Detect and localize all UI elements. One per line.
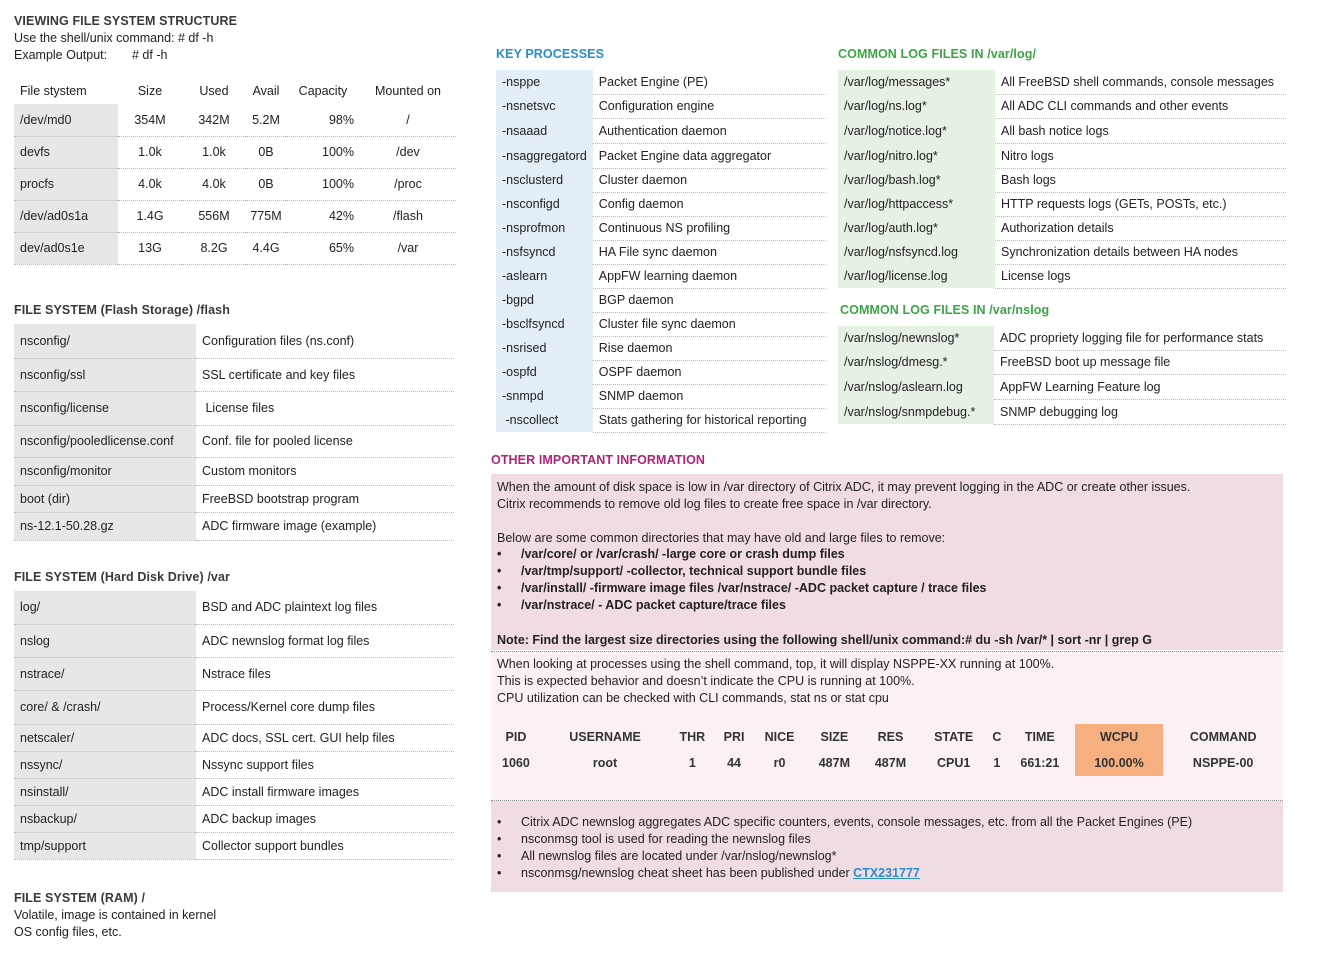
hdd-row	[14, 657, 454, 690]
cleanup-item: • /var/tmp/support/ -collector, technical support bundle files	[491, 563, 986, 580]
flash-desc: SSL certificate and key files	[196, 358, 454, 391]
df-header: Mounted on	[374, 84, 442, 98]
hdd-desc: Process/Kernel core dump files	[196, 690, 454, 724]
cleanup-item: • /var/install/ -firmware image files /var/nstrace/ -ADC packet capture / trace files	[491, 580, 986, 597]
df-header-row	[14, 78, 456, 104]
hdd-path: tmp/support	[14, 832, 196, 859]
top-data-row	[491, 750, 1283, 776]
df-table	[14, 78, 456, 265]
df-row	[14, 104, 456, 136]
hdd-path: nstrace/	[14, 657, 196, 690]
process-name: -nsaggregatord	[496, 143, 593, 168]
process-desc: HA File sync daemon	[593, 240, 826, 264]
log-path: /var/log/ns.log*	[838, 94, 995, 118]
df-cell: 1.0k	[182, 136, 246, 168]
df-cell: /proc	[360, 168, 456, 200]
process-row	[496, 70, 826, 94]
top-para-1: When looking at processes using the shell command, top, it will display NSPPE-XX running at 100%.	[497, 657, 1055, 671]
df-header: File stystem	[20, 84, 87, 98]
flash-desc: FreeBSD bootstrap program	[196, 485, 454, 512]
process-name: -nsrised	[496, 336, 593, 360]
process-name: -snmpd	[496, 384, 593, 408]
process-row	[496, 168, 826, 192]
hdd-desc: Collector support bundles	[196, 832, 454, 859]
process-name: -nsconfigd	[496, 192, 593, 216]
cleanup-item: • /var/nstrace/ - ADC packet capture/trace files	[491, 597, 986, 614]
flash-row	[14, 391, 454, 425]
top-header: PID	[505, 730, 527, 744]
df-cell: 100%	[286, 168, 360, 200]
top-header: PRI	[723, 730, 745, 744]
ram-line-2: OS config files, etc.	[14, 925, 122, 939]
hdd-desc: ADC newnslog format log files	[196, 624, 454, 657]
top-cell: 1	[688, 756, 696, 770]
disk-space-para-3: Below are some common directories that may have old and large files to remove:	[497, 531, 946, 545]
flash-path: nsconfig/	[14, 324, 196, 358]
process-row	[496, 312, 826, 336]
cleanup-list	[491, 546, 986, 614]
example-command: # df -h	[132, 48, 168, 62]
log-desc: Authorization details	[995, 216, 1286, 240]
hdd-path: nsinstall/	[14, 778, 196, 805]
log-row	[838, 94, 1286, 118]
hdd-path: core/ & /crash/	[14, 690, 196, 724]
process-name: -nsclusterd	[496, 168, 593, 192]
top-header-wcpu: WCPU	[1075, 724, 1164, 750]
log-desc: License logs	[995, 264, 1286, 288]
flash-desc: Configuration files (ns.conf)	[196, 324, 454, 358]
nslog-path: /var/nslog/snmpdebug.*	[838, 399, 994, 424]
example-label: Example Output:	[14, 48, 108, 62]
log-desc: Bash logs	[995, 168, 1286, 192]
log-path: /var/log/bash.log*	[838, 168, 995, 192]
hdd-path: netscaler/	[14, 724, 196, 751]
df-cell: 100%	[286, 136, 360, 168]
hdd-desc: ADC install firmware images	[196, 778, 454, 805]
log-row	[838, 70, 1286, 94]
hdd-row	[14, 805, 454, 832]
log-path: /var/log/nsfsyncd.log	[838, 240, 995, 264]
process-row	[496, 408, 826, 432]
process-desc: AppFW learning daemon	[593, 264, 826, 288]
top-output-table	[491, 724, 1283, 776]
ram-title: FILE SYSTEM (RAM) /	[14, 891, 146, 905]
top-header: USERNAME	[569, 730, 641, 744]
viewing-title: VIEWING FILE SYSTEM STRUCTURE	[14, 14, 238, 28]
ctx-link[interactable]: CTX231777	[853, 866, 920, 880]
flash-path: nsconfig/license	[14, 391, 196, 425]
process-name: -bgpd	[496, 288, 593, 312]
df-cell: dev/ad0s1e	[14, 232, 118, 264]
top-header: SIZE	[820, 730, 849, 744]
df-cell: /flash	[360, 200, 456, 232]
top-cell: root	[592, 756, 618, 770]
process-desc: BGP daemon	[593, 288, 826, 312]
process-row	[496, 288, 826, 312]
logs-var-title: COMMON LOG FILES IN /var/log/	[838, 47, 1037, 61]
top-cell: 487M	[818, 756, 851, 770]
process-name: -nsppe	[496, 70, 593, 94]
df-cell: 354M	[118, 104, 182, 136]
logs-var-table	[838, 70, 1286, 289]
nslog-row	[838, 399, 1286, 424]
process-name: -nsaaad	[496, 118, 593, 143]
logs-nslog-table	[838, 326, 1286, 425]
hdd-path: log/	[14, 591, 196, 624]
df-cell: 556M	[182, 200, 246, 232]
process-desc: Configuration engine	[593, 94, 826, 118]
top-para-3: CPU utilization can be checked with CLI commands, stat ns or stat cpu	[497, 691, 889, 705]
process-row	[496, 336, 826, 360]
df-header: Capacity	[298, 84, 348, 98]
log-path: /var/log/nitro.log*	[838, 143, 995, 168]
ram-line-1: Volatile, image is contained in kernel	[14, 908, 217, 922]
nslog-row	[838, 326, 1286, 350]
df-header: Avail	[252, 84, 280, 98]
hdd-row	[14, 778, 454, 805]
top-header: TIME	[1024, 730, 1055, 744]
top-header-row	[491, 724, 1283, 750]
top-cell: 1	[993, 756, 1001, 770]
top-cell: 1060	[502, 756, 530, 770]
df-header: Used	[199, 84, 229, 98]
hdd-path: nssync/	[14, 751, 196, 778]
hdd-path: nsbackup/	[14, 805, 196, 832]
hdd-row	[14, 690, 454, 724]
nslog-row	[838, 350, 1286, 374]
df-row	[14, 136, 456, 168]
df-cell: 775M	[246, 200, 286, 232]
df-row	[14, 232, 456, 264]
top-cell: CPU1	[936, 756, 971, 770]
process-row	[496, 264, 826, 288]
top-cell-wcpu: 100.00%	[1075, 750, 1164, 776]
flash-row	[14, 324, 454, 358]
process-name: -bsclfsyncd	[496, 312, 593, 336]
df-row	[14, 168, 456, 200]
process-row	[496, 94, 826, 118]
newnslog-item: • nsconmsg tool is used for reading the newnslog files	[491, 831, 1192, 848]
log-row	[838, 216, 1286, 240]
hdd-path: nslog	[14, 624, 196, 657]
df-cell: 42%	[286, 200, 360, 232]
top-cell: 44	[727, 756, 741, 770]
top-cell: r0	[773, 756, 786, 770]
top-header: C	[992, 730, 1002, 744]
df-cell: 5.2M	[246, 104, 286, 136]
top-header: NICE	[764, 730, 795, 744]
log-row	[838, 192, 1286, 216]
nslog-desc: SNMP debugging log	[994, 399, 1286, 424]
newnslog-list	[491, 814, 1192, 882]
df-cell: procfs	[14, 168, 118, 200]
process-row	[496, 360, 826, 384]
hdd-title: FILE SYSTEM (Hard Disk Drive) /var	[14, 570, 230, 584]
process-desc: Cluster file sync daemon	[593, 312, 826, 336]
log-desc: All bash notice logs	[995, 118, 1286, 143]
log-desc: Synchronization details between HA nodes	[995, 240, 1286, 264]
process-row	[496, 384, 826, 408]
process-name: -nsnetsvc	[496, 94, 593, 118]
flash-row	[14, 485, 454, 512]
log-row	[838, 168, 1286, 192]
other-title: OTHER IMPORTANT INFORMATION	[491, 453, 706, 467]
hdd-row	[14, 751, 454, 778]
log-desc: All ADC CLI commands and other events	[995, 94, 1286, 118]
newnslog-item: • Citrix ADC newnslog aggregates ADC specific counters, events, console messages, etc. from all the Packet Engines (PE)	[491, 814, 1192, 831]
hdd-desc: ADC docs, SSL cert. GUI help files	[196, 724, 454, 751]
process-desc: OSPF daemon	[593, 360, 826, 384]
df-cell: 4.4G	[246, 232, 286, 264]
df-cell: 98%	[286, 104, 360, 136]
hdd-row	[14, 591, 454, 624]
df-cell: devfs	[14, 136, 118, 168]
flash-path: nsconfig/monitor	[14, 457, 196, 485]
df-cell: 1.4G	[118, 200, 182, 232]
df-cell: 4.0k	[118, 168, 182, 200]
hdd-row	[14, 624, 454, 657]
hdd-desc: Nssync support files	[196, 751, 454, 778]
process-name: -aslearn	[496, 264, 593, 288]
flash-path: nsconfig/ssl	[14, 358, 196, 391]
flash-desc: ADC firmware image (example)	[196, 512, 454, 540]
flash-desc: Conf. file for pooled license	[196, 425, 454, 457]
df-cell: 65%	[286, 232, 360, 264]
log-desc: Nitro logs	[995, 143, 1286, 168]
process-desc: Authentication daemon	[593, 118, 826, 143]
flash-path: ns-12.1-50.28.gz	[14, 512, 196, 540]
log-row	[838, 118, 1286, 143]
hdd-row	[14, 832, 454, 859]
flash-path: nsconfig/pooledlicense.conf	[14, 425, 196, 457]
flash-desc: License files	[196, 391, 454, 425]
log-row	[838, 143, 1286, 168]
hdd-desc: ADC backup images	[196, 805, 454, 832]
log-desc: All FreeBSD shell commands, console messages	[995, 70, 1286, 94]
df-cell: /dev/ad0s1a	[14, 200, 118, 232]
process-row	[496, 118, 826, 143]
log-path: /var/log/messages*	[838, 70, 995, 94]
processes-table	[496, 70, 826, 433]
nslog-row	[838, 374, 1286, 399]
nslog-desc: ADC propriety logging file for performance stats	[994, 326, 1286, 350]
top-cell: 661:21	[1020, 756, 1060, 770]
df-cell: 8.2G	[182, 232, 246, 264]
processes-title: KEY PROCESSES	[496, 47, 605, 61]
df-cell: /dev	[360, 136, 456, 168]
hdd-desc: Nstrace files	[196, 657, 454, 690]
disk-space-para-2: Citrix recommends to remove old log files to create free space in /var directory.	[497, 497, 932, 511]
df-cell: 13G	[118, 232, 182, 264]
flash-row	[14, 425, 454, 457]
hdd-desc: BSD and ADC plaintext log files	[196, 591, 454, 624]
process-desc: Stats gathering for historical reporting	[593, 408, 826, 432]
flash-desc: Custom monitors	[196, 457, 454, 485]
df-cell: 342M	[182, 104, 246, 136]
cheat-sheet-text: nsconmsg/newnslog cheat sheet has been published under	[521, 866, 854, 880]
process-name: -ospfd	[496, 360, 593, 384]
log-path: /var/log/auth.log*	[838, 216, 995, 240]
nslog-desc: AppFW Learning Feature log	[994, 374, 1286, 399]
process-row	[496, 240, 826, 264]
process-desc: Config daemon	[593, 192, 826, 216]
flash-row	[14, 512, 454, 540]
df-cell: /var	[360, 232, 456, 264]
process-desc: Continuous NS profiling	[593, 216, 826, 240]
top-header: STATE	[934, 730, 974, 744]
top-cell: 487M	[874, 756, 907, 770]
process-desc: SNMP daemon	[593, 384, 826, 408]
df-cell: /	[360, 104, 456, 136]
process-desc: Packet Engine data aggregator	[593, 143, 826, 168]
nslog-path: /var/nslog/dmesg.*	[838, 350, 994, 374]
process-desc: Cluster daemon	[593, 168, 826, 192]
log-path: /var/log/httpaccess*	[838, 192, 995, 216]
hdd-row	[14, 724, 454, 751]
top-cell: NSPPE-00	[1192, 756, 1254, 770]
log-row	[838, 264, 1286, 288]
flash-table	[14, 324, 454, 541]
process-name: -nscollect	[496, 408, 593, 432]
log-path: /var/log/notice.log*	[838, 118, 995, 143]
disk-space-para-1: When the amount of disk space is low in /var directory of Citrix ADC, it may prevent logging in the ADC or create other issues.	[497, 480, 1191, 494]
process-row	[496, 192, 826, 216]
process-row	[496, 143, 826, 168]
df-cell: 4.0k	[182, 168, 246, 200]
process-desc: Packet Engine (PE)	[593, 70, 826, 94]
df-row	[14, 200, 456, 232]
newnslog-item	[491, 865, 1192, 882]
cleanup-item: • /var/core/ or /var/crash/ -large core or crash dump files	[491, 546, 986, 563]
logs-nslog-title: COMMON LOG FILES IN /var/nslog	[840, 303, 1050, 317]
log-desc: HTTP requests logs (GETs, POSTs, etc.)	[995, 192, 1286, 216]
log-row	[838, 240, 1286, 264]
process-name: -nsfsyncd	[496, 240, 593, 264]
df-header: Size	[137, 84, 163, 98]
nslog-desc: FreeBSD boot up message file	[994, 350, 1286, 374]
df-cell: /dev/md0	[14, 104, 118, 136]
df-cell: 1.0k	[118, 136, 182, 168]
hdd-table	[14, 591, 454, 860]
df-cell: 0B	[246, 136, 286, 168]
du-note: Note: Find the largest size directories using the following shell/unix command:# du -sh /var/* | sort -nr | grep G	[497, 633, 1153, 647]
top-para-2: This is expected behavior and doesn’t indicate the CPU is running at 100%.	[497, 674, 915, 688]
flash-row	[14, 358, 454, 391]
process-name: -nsprofmon	[496, 216, 593, 240]
flash-path: boot (dir)	[14, 485, 196, 512]
df-cell: 0B	[246, 168, 286, 200]
log-path: /var/log/license.log	[838, 264, 995, 288]
viewing-command-line: Use the shell/unix command: # df -h	[14, 31, 214, 45]
flash-title: FILE SYSTEM (Flash Storage) /flash	[14, 303, 230, 317]
process-desc: Rise daemon	[593, 336, 826, 360]
process-row	[496, 216, 826, 240]
flash-row	[14, 457, 454, 485]
nslog-path: /var/nslog/newnslog*	[838, 326, 994, 350]
top-header: THR	[679, 730, 706, 744]
nslog-path: /var/nslog/aslearn.log	[838, 374, 994, 399]
top-header: COMMAND	[1189, 730, 1257, 744]
top-header: RES	[877, 730, 904, 744]
newnslog-item: • All newnslog files are located under /var/nslog/newnslog*	[491, 848, 1192, 865]
